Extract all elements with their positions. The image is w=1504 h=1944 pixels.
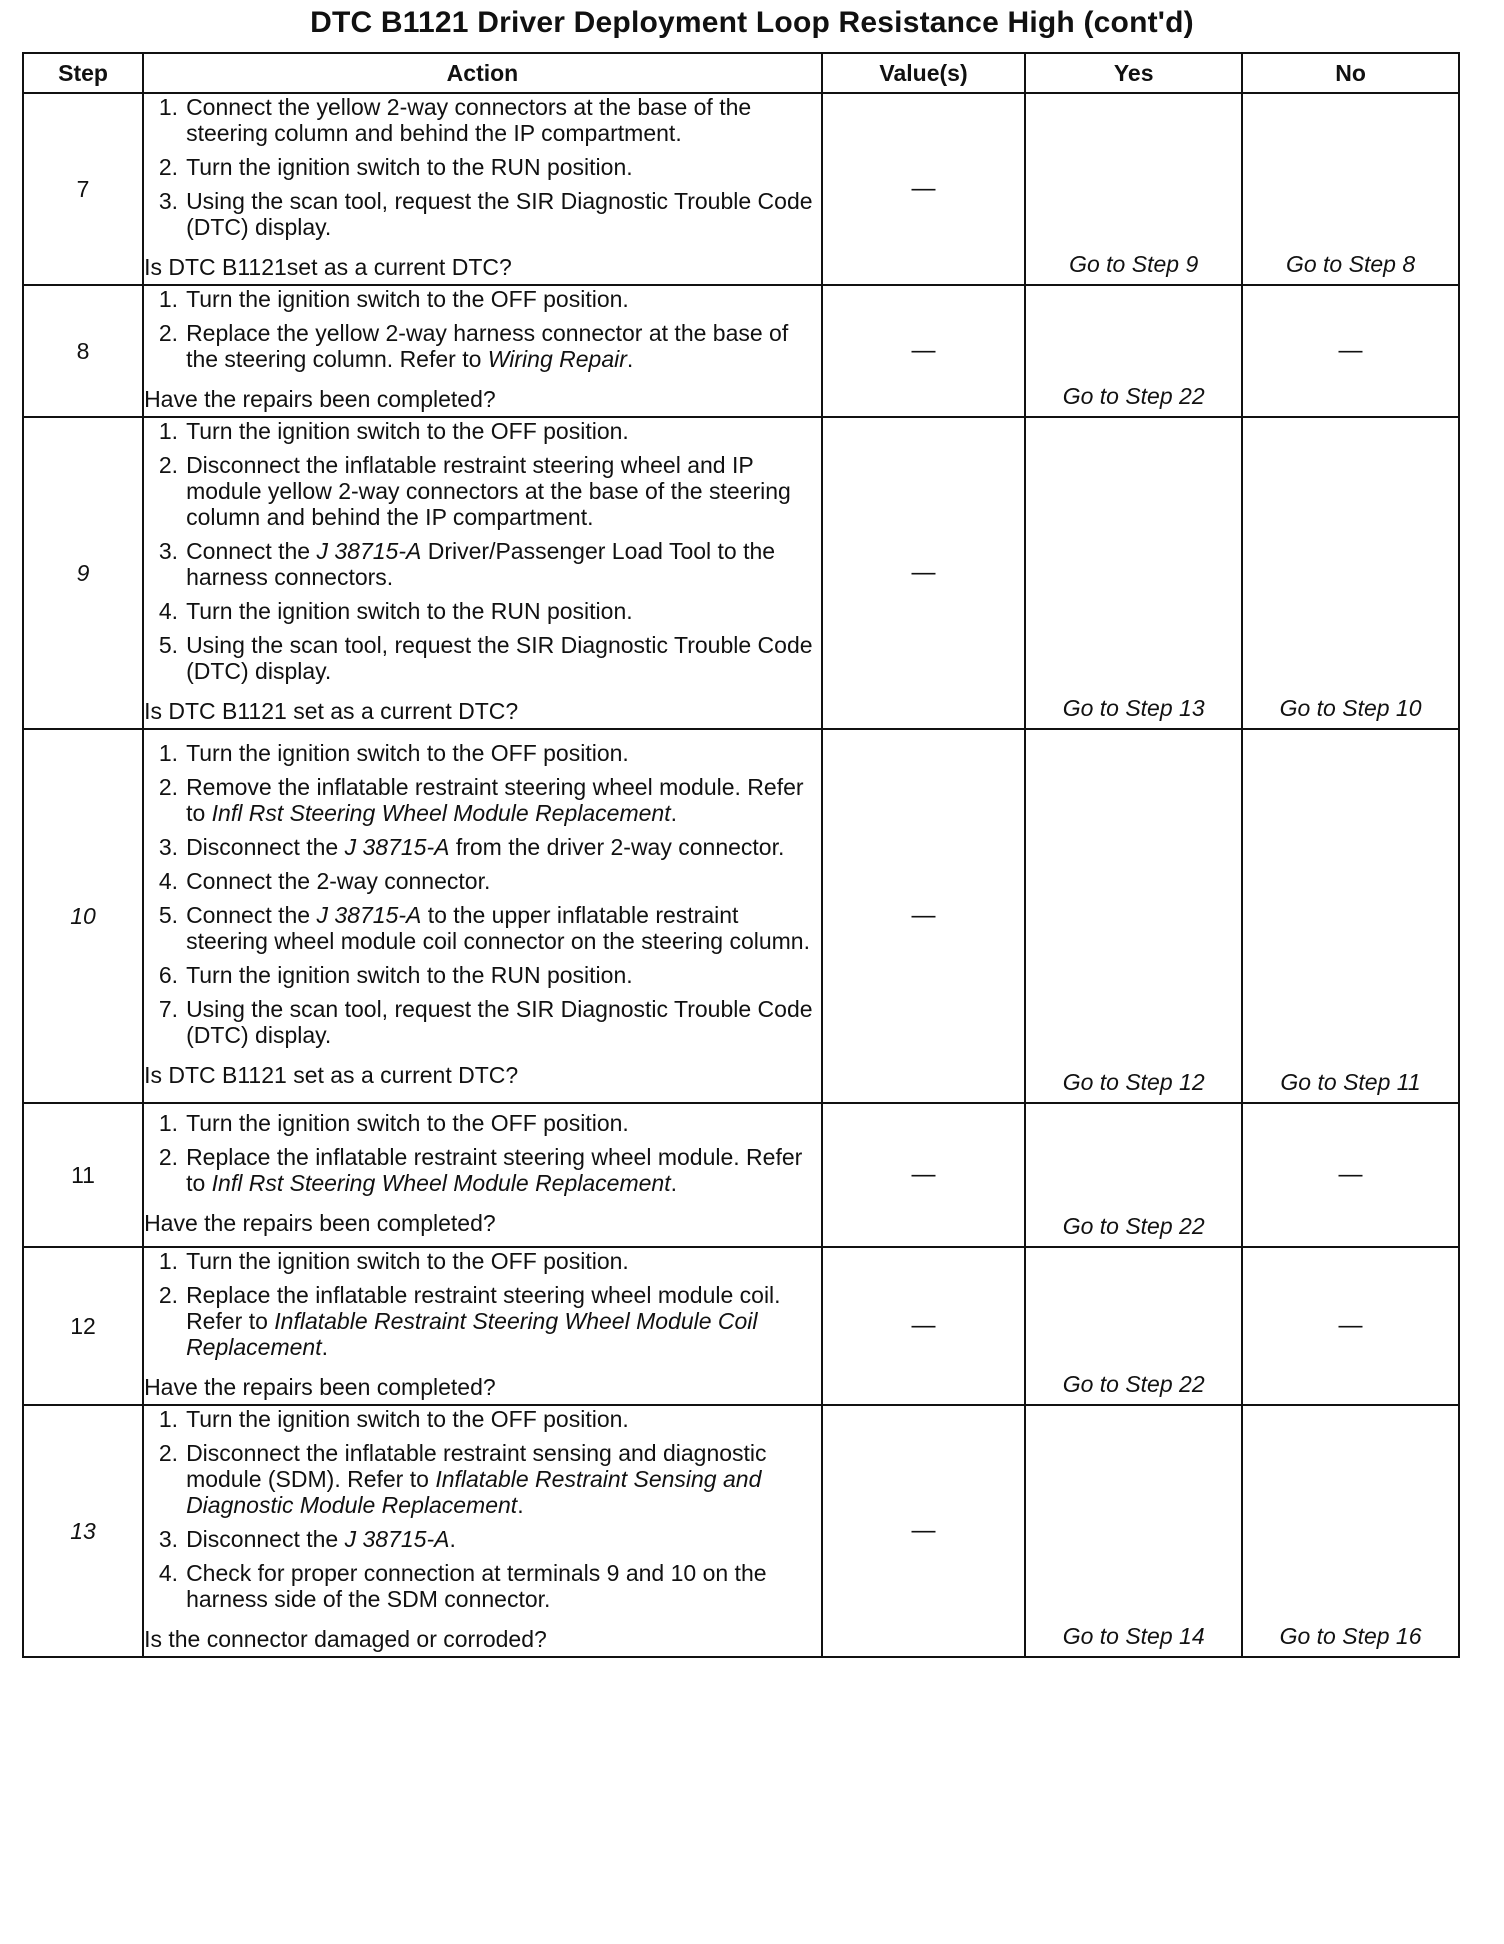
action-text-segment: Replace the yellow 2-way harness connector at the base of the steering column. Refer to <box>186 320 789 372</box>
action-item <box>144 94 821 146</box>
action-item <box>144 1248 821 1274</box>
step-number: 12 <box>23 1247 143 1405</box>
action-item <box>144 740 821 766</box>
action-text-segment: . <box>449 1526 456 1552</box>
action-item <box>144 996 821 1048</box>
no-cell <box>1242 1405 1459 1657</box>
header-action: Action <box>143 53 822 93</box>
yes-goto-step: Go to Step 14 <box>1062 1623 1205 1649</box>
action-item-text <box>186 154 821 180</box>
action-text-segment: . <box>321 1334 328 1360</box>
action-item-text <box>186 1560 821 1612</box>
no-cell <box>1242 1103 1459 1247</box>
action-list <box>144 1248 821 1368</box>
yes-goto-step: Go to Step 22 <box>1062 383 1205 409</box>
action-item <box>144 1110 821 1136</box>
action-item-number: 3. <box>158 188 179 214</box>
action-item-text <box>186 418 821 444</box>
action-item-number: 3. <box>158 1526 179 1552</box>
action-text-segment: Disconnect the <box>186 1526 345 1552</box>
action-item-text <box>186 632 821 684</box>
action-item-text <box>186 996 821 1048</box>
reference-text: Wiring Repair <box>487 346 627 372</box>
action-item-text <box>186 902 821 954</box>
table-header-row <box>23 53 1459 93</box>
yes-cell <box>1025 1103 1242 1247</box>
yes-cell <box>1025 93 1242 285</box>
action-item-text <box>186 1144 821 1196</box>
action-item-number: 1. <box>158 286 179 312</box>
action-list <box>144 286 821 380</box>
action-item-number: 6. <box>158 962 179 988</box>
table-row <box>23 1103 1459 1247</box>
action-text-segment: Connect the yellow 2-way connectors at the base of the steering column and behind the IP compartment. <box>186 94 752 146</box>
yes-cell <box>1025 1405 1242 1657</box>
action-item-number: 2. <box>158 1144 179 1170</box>
action-text-segment: to the upper inflatable restraint steering wheel module coil connector on the steering column. <box>186 902 810 954</box>
action-cell <box>143 1247 822 1405</box>
action-item-text <box>186 834 821 860</box>
no-cell <box>1242 729 1459 1103</box>
action-item-number: 1. <box>158 1406 179 1432</box>
no-cell <box>1242 1247 1459 1405</box>
action-text-segment: Disconnect the <box>186 834 345 860</box>
action-item-number: 1. <box>158 740 179 766</box>
action-text-segment: Turn the ignition switch to the RUN position. <box>186 154 633 180</box>
action-item-text <box>186 1406 821 1432</box>
step-number: 9 <box>23 417 143 729</box>
action-text-segment: . <box>626 346 634 372</box>
action-item-number: 2. <box>158 774 179 800</box>
action-text-segment: Turn the ignition switch to the RUN position. <box>186 962 633 988</box>
value-cell: — <box>822 93 1025 285</box>
action-item <box>144 632 821 684</box>
action-text-segment: Replace the inflatable restraint steering wheel module. Refer to <box>186 1144 803 1196</box>
action-item-text <box>186 868 821 894</box>
yes-cell <box>1025 285 1242 417</box>
action-item-number: 2. <box>158 320 179 346</box>
action-item-text <box>186 320 821 372</box>
action-text-segment: Using the scan tool, request the SIR Diagnostic Trouble Code (DTC) display. <box>186 996 813 1048</box>
yes-goto-step: Go to Step 12 <box>1062 1069 1205 1095</box>
reference-text: J 38715-A <box>344 1526 450 1552</box>
action-item-number: 2. <box>158 1440 179 1466</box>
value-cell: — <box>822 1247 1025 1405</box>
no-dash: — <box>1338 1161 1363 1188</box>
action-item <box>144 902 821 954</box>
action-question: Is the connector damaged or corroded? <box>144 1626 547 1652</box>
action-item <box>144 1282 821 1360</box>
action-text-segment: Using the scan tool, request the SIR Diagnostic Trouble Code (DTC) display. <box>186 188 813 240</box>
action-text-segment: Remove the inflatable restraint steering wheel module. Refer to <box>186 774 804 826</box>
action-item <box>144 538 821 590</box>
action-question: Have the repairs been completed? <box>144 386 496 412</box>
step-number: 11 <box>23 1103 143 1247</box>
header-values: Value(s) <box>822 53 1025 93</box>
yes-goto-step: Go to Step 22 <box>1062 1213 1205 1239</box>
yes-cell <box>1025 729 1242 1103</box>
header-yes: Yes <box>1025 53 1242 93</box>
action-question: Have the repairs been completed? <box>144 1210 496 1236</box>
action-item <box>144 774 821 826</box>
action-text-segment: Connect the <box>186 902 317 928</box>
yes-cell <box>1025 1247 1242 1405</box>
action-question: Is DTC B1121 set as a current DTC? <box>144 1062 519 1088</box>
no-goto-step: Go to Step 10 <box>1279 695 1422 721</box>
step-number: 10 <box>23 729 143 1103</box>
step-number: 13 <box>23 1405 143 1657</box>
action-text-segment: Disconnect the inflatable restraint sensing and diagnostic module (SDM). Refer to <box>186 1440 767 1492</box>
action-item-text <box>186 538 821 590</box>
action-item-text <box>186 1110 821 1136</box>
action-content <box>144 1406 821 1656</box>
reference-text: Inflatable Restraint Sensing and Diagnostic Module Replacement <box>186 1466 762 1518</box>
action-item-text <box>186 774 821 826</box>
header-no: No <box>1242 53 1459 93</box>
action-question: Have the repairs been completed? <box>144 1374 496 1400</box>
action-item <box>144 320 821 372</box>
reference-text: J 38715-A <box>316 538 422 564</box>
action-item <box>144 834 821 860</box>
action-text-segment: Turn the ignition switch to the OFF position. <box>186 1406 629 1432</box>
no-dash: — <box>1338 337 1363 364</box>
no-cell <box>1242 417 1459 729</box>
action-content <box>144 418 821 728</box>
page-title: DTC B1121 Driver Deployment Loop Resistance High (cont'd) <box>310 6 1194 39</box>
action-text-segment: . <box>670 800 677 826</box>
step-number: 7 <box>23 93 143 285</box>
no-cell <box>1242 285 1459 417</box>
reference-text: J 38715-A <box>344 834 450 860</box>
action-item <box>144 868 821 894</box>
action-item <box>144 1526 821 1552</box>
action-item <box>144 188 821 240</box>
action-item <box>144 1440 821 1518</box>
action-text-segment: from the driver 2-way connector. <box>449 834 785 860</box>
value-cell: — <box>822 729 1025 1103</box>
action-item <box>144 1560 821 1612</box>
action-text-segment: Turn the ignition switch to the OFF position. <box>186 286 629 312</box>
action-item <box>144 418 821 444</box>
action-item-number: 1. <box>158 94 179 120</box>
action-item-text <box>186 188 821 240</box>
reference-text: Inflatable Restraint Steering Wheel Module Coil Replacement <box>186 1308 758 1360</box>
action-item-text <box>186 1440 821 1518</box>
value-cell: — <box>822 1103 1025 1247</box>
table-row <box>23 1247 1459 1405</box>
action-text-segment: Turn the ignition switch to the OFF position. <box>186 1248 629 1274</box>
action-text-segment: Turn the ignition switch to the OFF position. <box>186 1110 629 1136</box>
action-content <box>144 94 821 284</box>
action-list <box>144 94 821 248</box>
action-item-number: 1. <box>158 1248 179 1274</box>
table-row <box>23 729 1459 1103</box>
action-text-segment: Check for proper connection at terminals 9 and 10 on the harness side of the SDM connector. <box>186 1560 767 1612</box>
action-item <box>144 286 821 312</box>
action-item-number: 5. <box>158 902 179 928</box>
reference-text: J 38715-A <box>316 902 422 928</box>
action-cell <box>143 1103 822 1247</box>
action-item <box>144 962 821 988</box>
action-item-number: 4. <box>158 868 179 894</box>
action-cell <box>143 93 822 285</box>
action-item-text <box>186 1526 821 1552</box>
action-text-segment: Turn the ignition switch to the OFF position. <box>186 418 629 444</box>
no-goto-step: Go to Step 8 <box>1285 251 1416 277</box>
action-content <box>144 1248 821 1404</box>
action-cell <box>143 285 822 417</box>
action-item-text <box>186 598 821 624</box>
no-goto-step: Go to Step 16 <box>1279 1623 1422 1649</box>
no-dash: — <box>1338 1312 1363 1339</box>
action-text-segment: Disconnect the inflatable restraint steering wheel and IP module yellow 2-way connectors at the base of the steering column and behind the IP compartment. <box>186 452 791 530</box>
action-item-text <box>186 1282 821 1360</box>
action-text-segment: . <box>670 1170 677 1196</box>
action-item-number: 7. <box>158 996 179 1022</box>
action-cell <box>143 417 822 729</box>
action-item-number: 1. <box>158 1110 179 1136</box>
action-text-segment: Connect the <box>186 538 317 564</box>
action-text-segment: . <box>517 1492 524 1518</box>
action-item <box>144 598 821 624</box>
action-item <box>144 154 821 180</box>
yes-goto-step: Go to Step 13 <box>1062 695 1205 721</box>
action-item-number: 3. <box>158 834 179 860</box>
action-list <box>144 740 821 1056</box>
table-row <box>23 93 1459 285</box>
action-text-segment: Using the scan tool, request the SIR Diagnostic Trouble Code (DTC) display. <box>186 632 813 684</box>
action-text-segment: Connect the 2-way connector. <box>186 868 491 894</box>
action-item-number: 2. <box>158 1282 179 1308</box>
action-question: Is DTC B1121set as a current DTC? <box>144 254 512 280</box>
action-item-number: 2. <box>158 452 179 478</box>
action-item-number: 3. <box>158 538 179 564</box>
action-item <box>144 1144 821 1196</box>
action-item-text <box>186 740 821 766</box>
action-item <box>144 452 821 530</box>
action-item-number: 4. <box>158 598 179 624</box>
action-item-number: 1. <box>158 418 179 444</box>
action-item-text <box>186 94 821 146</box>
reference-text: Infl Rst Steering Wheel Module Replacement <box>211 1170 671 1196</box>
diagnostic-table <box>22 52 1460 1658</box>
no-cell <box>1242 93 1459 285</box>
yes-cell <box>1025 417 1242 729</box>
table-row <box>23 417 1459 729</box>
action-content <box>144 740 821 1092</box>
step-number: 8 <box>23 285 143 417</box>
value-cell: — <box>822 1405 1025 1657</box>
action-text-segment: Turn the ignition switch to the RUN position. <box>186 598 633 624</box>
action-item-number: 2. <box>158 154 179 180</box>
table-row <box>23 1405 1459 1657</box>
action-item-text <box>186 962 821 988</box>
action-item-text <box>186 286 821 312</box>
action-text-segment: Driver/Passenger Load Tool to the harness connectors. <box>186 538 776 590</box>
action-item-number: 4. <box>158 1560 179 1586</box>
table-row <box>23 285 1459 417</box>
action-list <box>144 418 821 692</box>
value-cell: — <box>822 285 1025 417</box>
action-item-text <box>186 1248 821 1274</box>
no-goto-step: Go to Step 11 <box>1280 1069 1421 1095</box>
action-text-segment: Replace the inflatable restraint steering wheel module coil. Refer to <box>186 1282 781 1334</box>
action-content <box>144 286 821 416</box>
table-body <box>23 93 1459 1657</box>
action-item <box>144 1406 821 1432</box>
action-item-number: 5. <box>158 632 179 658</box>
header-step: Step <box>23 53 143 93</box>
yes-goto-step: Go to Step 9 <box>1069 251 1199 277</box>
action-content <box>144 1110 821 1240</box>
action-cell <box>143 1405 822 1657</box>
action-cell <box>143 729 822 1103</box>
action-list <box>144 1110 821 1204</box>
yes-goto-step: Go to Step 22 <box>1062 1371 1205 1397</box>
action-item-text <box>186 452 821 530</box>
value-cell: — <box>822 417 1025 729</box>
reference-text: Infl Rst Steering Wheel Module Replacement <box>211 800 671 826</box>
action-question: Is DTC B1121 set as a current DTC? <box>144 698 519 724</box>
action-text-segment: Turn the ignition switch to the OFF position. <box>186 740 629 766</box>
action-list <box>144 1406 821 1620</box>
